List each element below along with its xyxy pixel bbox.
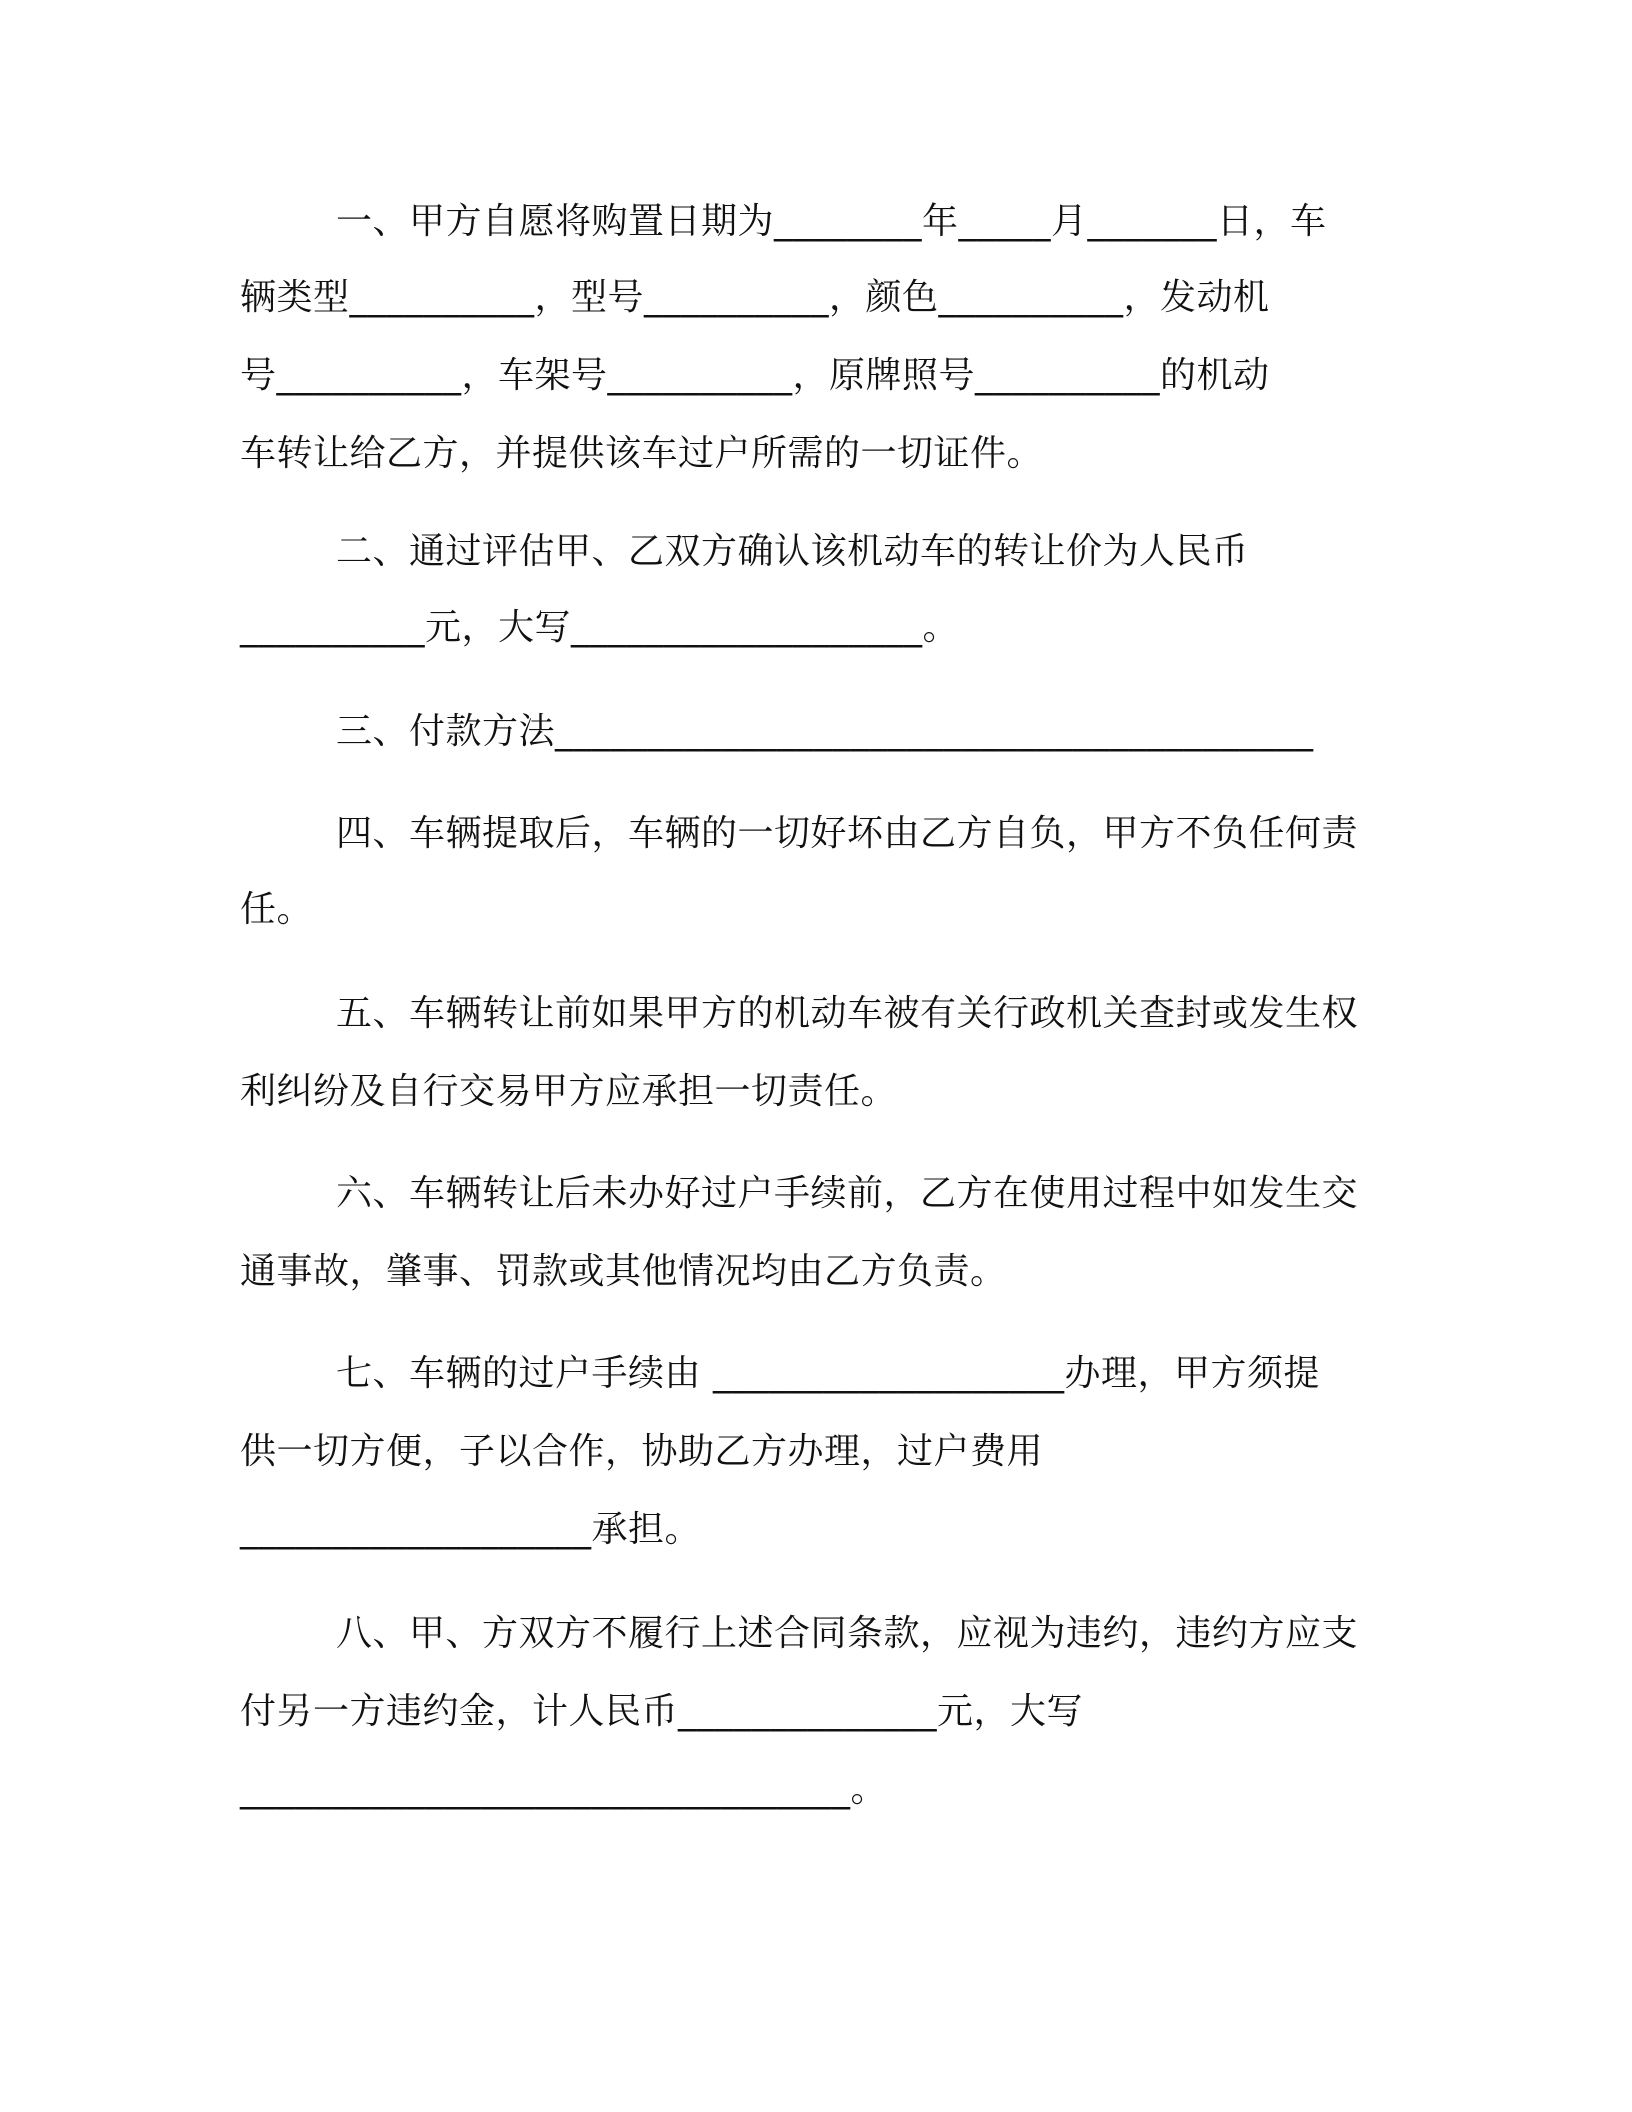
clause-5-line-2: 利纠纷及自行交易甲方应承担一切责任。 — [240, 1071, 898, 1112]
clause-4-line-2: 任。 — [240, 889, 314, 930]
clause-2-line-1: 二、通过评估甲、乙双方确认该机动车的转让价为人民币 — [336, 531, 1249, 572]
clause-2-line-2: __________元，大写___________________。 — [240, 607, 960, 648]
clause-7-line-3: ___________________承担。 — [240, 1509, 702, 1550]
clause-1-line-2: 辆类型__________，型号__________，颜色__________，发动机 — [240, 277, 1270, 318]
clause-8-line-1: 八、甲、方双方不履行上述合同条款，应视为违约，违约方应支 — [336, 1613, 1359, 1654]
clause-8-line-2: 付另一方违约金，计人民币______________元，大写 — [240, 1691, 1084, 1732]
clause-4-line-1: 四、车辆提取后，车辆的一切好坏由乙方自负，甲方不负任何责 — [336, 813, 1359, 854]
clause-6-line-2: 通事故，肇事、罚款或其他情况均由乙方负责。 — [240, 1251, 1007, 1292]
clause-1-line-1: 一、甲方自愿将购置日期为________年_____月_______日，车 — [336, 201, 1327, 242]
clause-6-line-1: 六、车辆转让后未办好过户手续前，乙方在使用过程中如发生交 — [336, 1173, 1359, 1214]
clause-7-line-2: 供一切方便，子以合作，协助乙方办理，过户费用 — [240, 1431, 1044, 1472]
clause-5-line-1: 五、车辆转让前如果甲方的机动车被有关行政机关查封或发生权 — [336, 993, 1359, 1034]
clause-8-line-3: _________________________________。 — [240, 1769, 887, 1810]
clause-3-line-1: 三、付款方法_________________________________________ — [336, 711, 1314, 752]
clause-1-line-3: 号__________，车架号__________，原牌照号__________的机动 — [240, 355, 1270, 396]
clause-1-line-4: 车转让给乙方，并提供该车过户所需的一切证件。 — [240, 433, 1044, 474]
clause-7-line-1: 七、车辆的过户手续由 ___________________办理，甲方须提 — [336, 1353, 1320, 1394]
